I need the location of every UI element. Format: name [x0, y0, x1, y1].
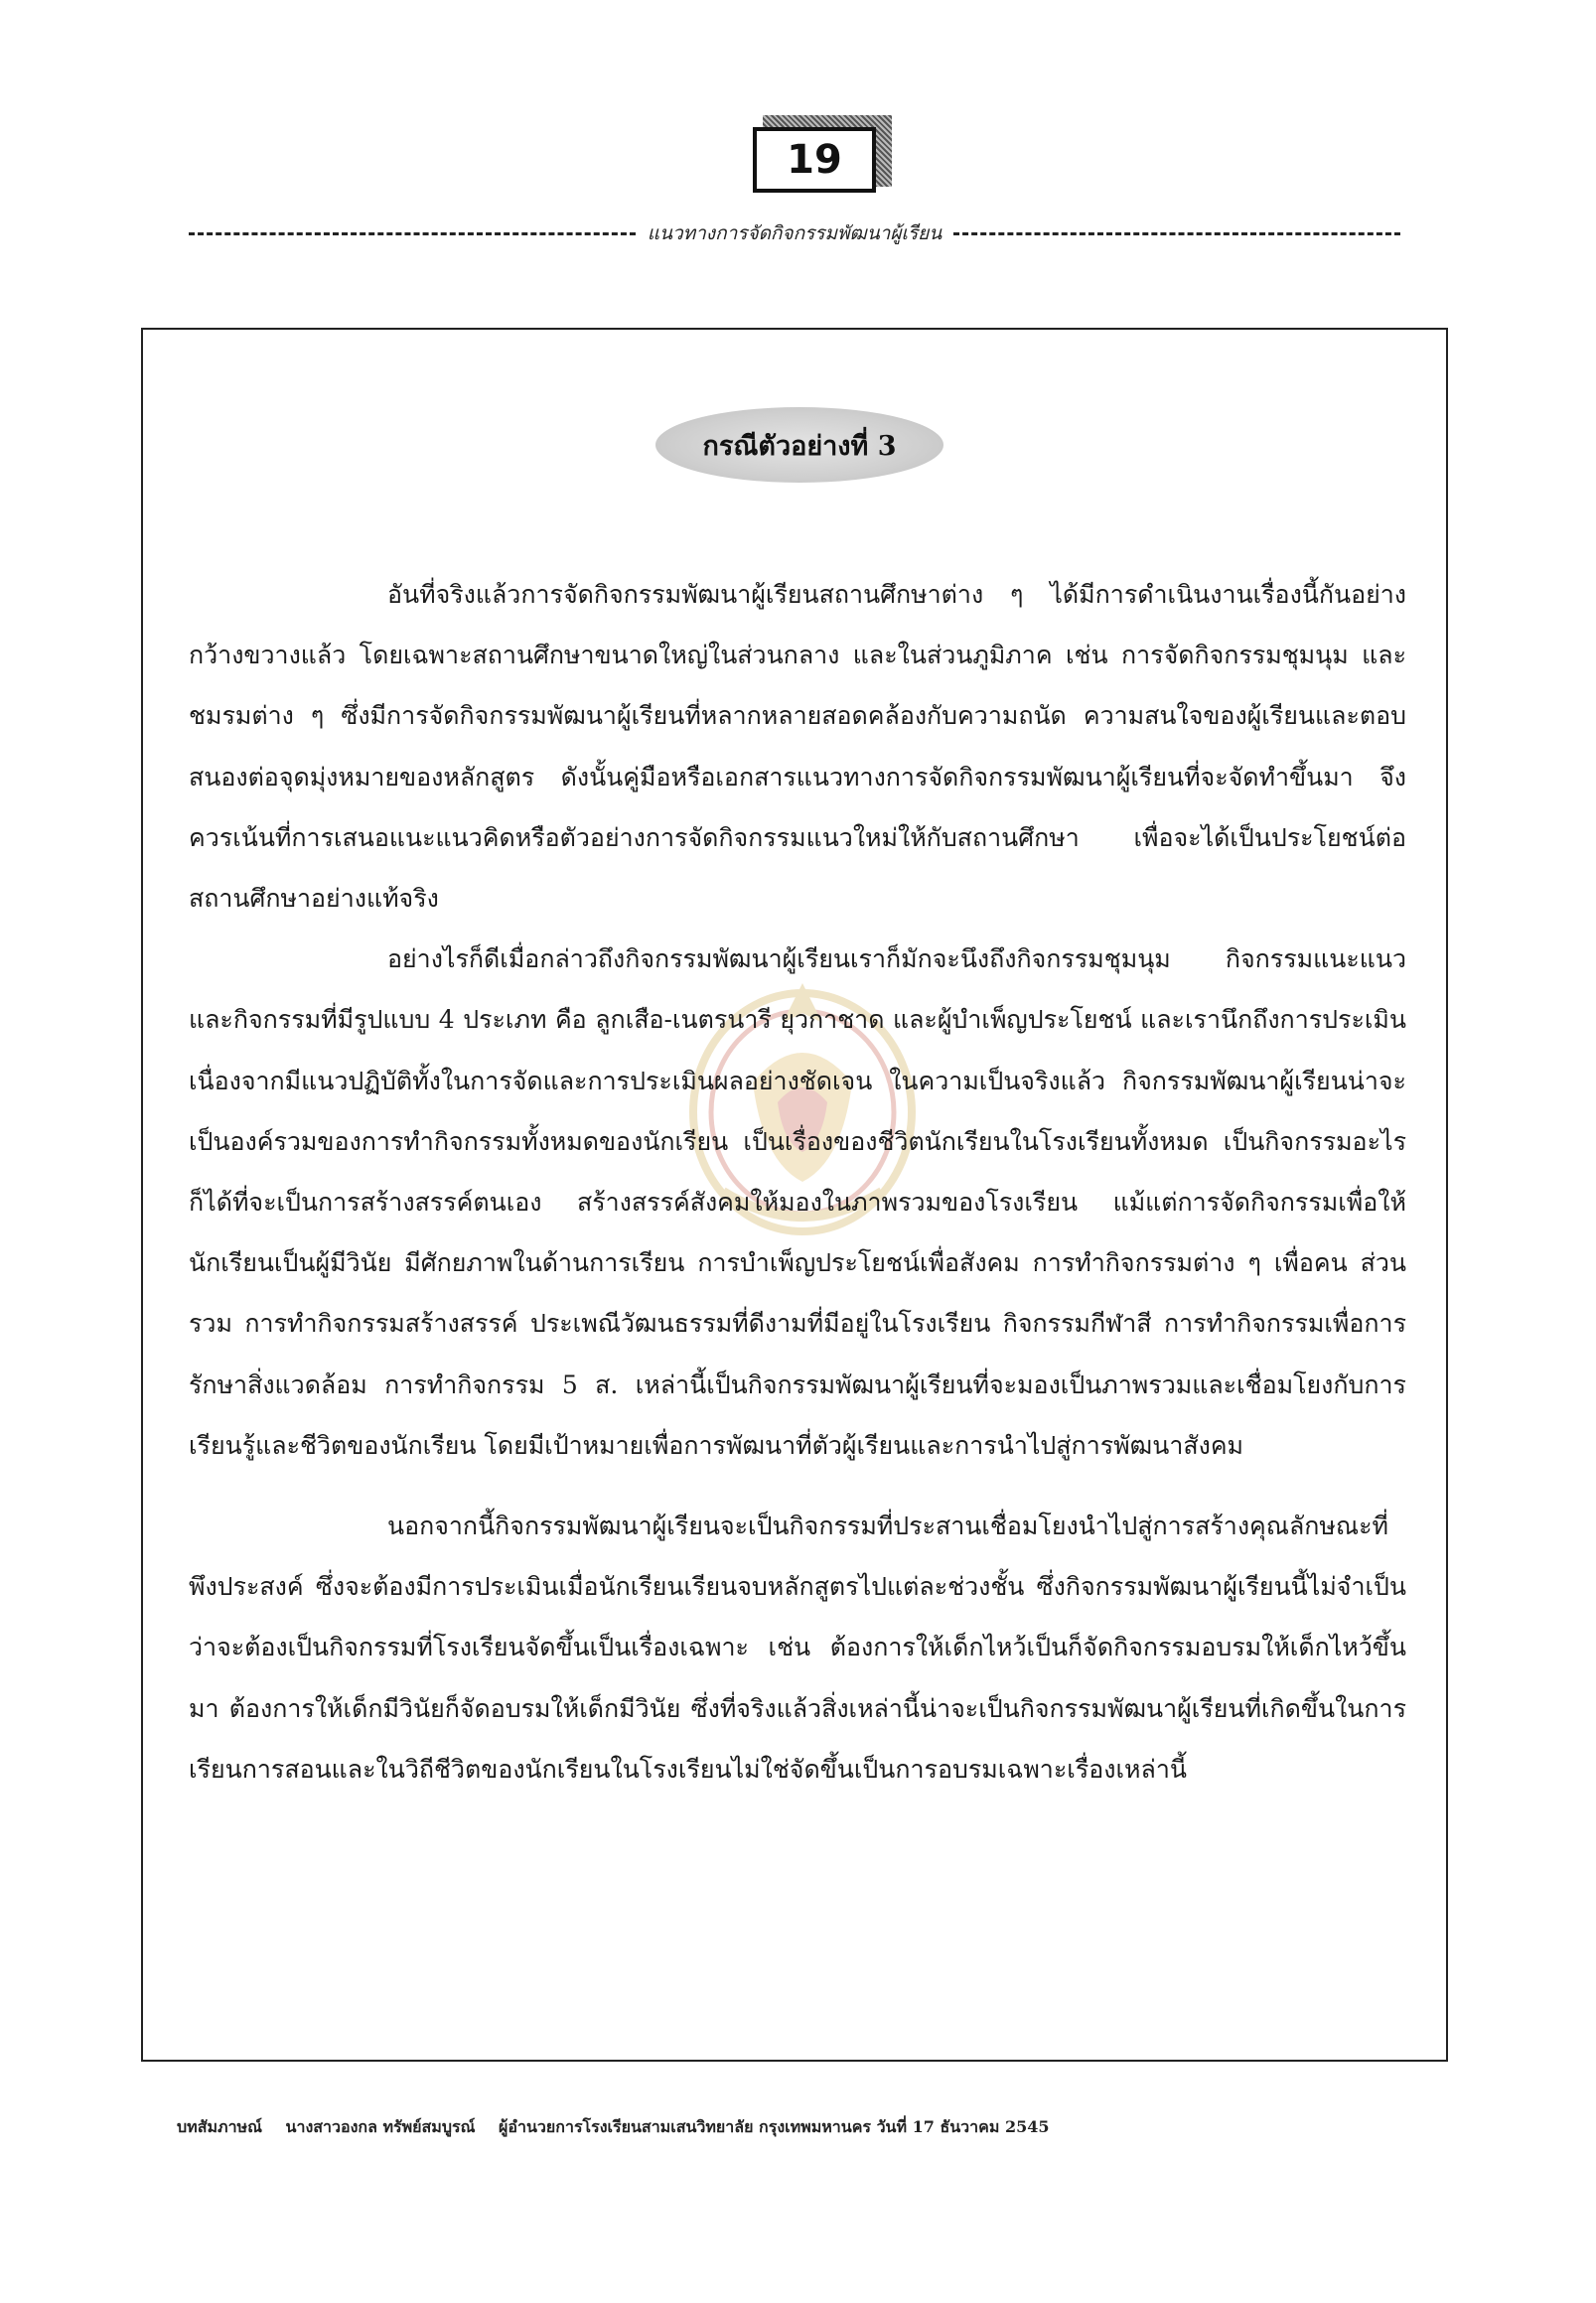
case-title: กรณีตัวอย่างที่ 3 [702, 430, 897, 462]
paragraph-1: อันที่จริงแล้วการจัดกิจกรรมพัฒนาผู้เรียนสถานศึกษาต่าง ๆ ได้มีการดำเนินงานเรื่องนี้กันอย่างกว้างขวางแล้ว โดยเฉพาะสถานศึกษาขนาดใหญ่ในส่วนกลาง และในส่วนภูมิภาค เช่น การจัดกิจกรรมชุมนุม และชมรมต่าง ๆ ซึ่งมีการจัดกิจกรรมพัฒนาผู้เรียนที่หลากหลายสอดคล้องกับความถนัด ความสนใจของผู้เรียนและตอบสนองต่อจุดมุ่งหมายของหลักสูตร ดังนั้นคู่มือหรือเอกสารแนวทางการจัดกิจกรรมพัฒนาผู้เรียนที่จะจัดทำขึ้นมา จึงควรเน้นที่การเสนอแนะแนวคิดหรือตัวอย่างการจัดกิจกรรมแนวใหม่ให้กับสถานศึกษา เพื่อจะได้เป็นประโยชน์ต่อสถานศึกษาอย่างแท้จริง [189, 580, 1406, 914]
footer-interview-label: บทสัมภาษณ์ [177, 2117, 262, 2136]
header-rule-left [189, 232, 636, 235]
body-text [189, 564, 1406, 1799]
footer-position-date: ผู้อำนวยการโรงเรียนสามเสนวิทยาลัย กรุงเทพมหานคร วันที่ 17 ธันวาคม 2545 [499, 2117, 1050, 2136]
header-rule-right [953, 232, 1400, 235]
footer-citation [177, 2115, 1418, 2140]
case-title-oval [655, 407, 943, 483]
running-header-title: แนวทางการจัดกิจกรรมพัฒนาผู้เรียน [647, 222, 943, 244]
footer-interviewee: นางสาวองกล ทรัพย์สมบูรณ์ [285, 2117, 476, 2136]
paragraph-2: อย่างไรก็ดีเมื่อกล่าวถึงกิจกรรมพัฒนาผู้เรียนเราก็มักจะนึงถึงกิจกรรมชุมนุม กิจกรรมแนะแนว และกิจกรรมที่มีรูปแบบ 4 ประเภท คือ ลูกเสือ-เนตรนารี ยุวกาชาด และผู้บำเพ็ญประโยชน์ และเรานึกถึงการประเมิน เนื่องจากมีแนวปฏิบัติทั้งในการจัดและการประเมินผลอย่างชัดเจน ในความเป็นจริงแล้ว กิจกรรมพัฒนาผู้เรียนน่าจะเป็นองค์รวมของการทำกิจกรรมทั้งหมดของนักเรียน เป็นเรื่องของชีวิตนักเรียนในโรงเรียนทั้งหมด เป็นกิจกรรมอะไรก็ได้ที่จะเป็นการสร้างสรรค์ตนเอง สร้างสรรค์สังคมให้มองในภาพรวมของโรงเรียน แม้แต่การจัดกิจกรรมเพื่อให้นักเรียนเป็นผู้มีวินัย มีศักยภาพในด้านการเรียน การบำเพ็ญประโยชน์เพื่อสังคม การทำกิจกรรมต่าง ๆ เพื่อคน ส่วนรวม การทำกิจกรรมสร้างสรรค์ ประเพณีวัฒนธรรมที่ดีงามที่มีอยู่ในโรงเรียน กิจกรรมกีฬาสี การทำกิจกรรมเพื่อการรักษาสิ่งแวดล้อม การทำกิจกรรม 5 ส. เหล่านี้เป็นกิจกรรมพัฒนาผู้เรียนที่จะมองเป็นภาพรวมและเชื่อมโยงกับการเรียนรู้และชีวิตของนักเรียน โดยมีเป้าหมายเพื่อการพัฒนาที่ตัวผู้เรียนและการนำไปสู่การพัฒนาสังคม [189, 944, 1406, 1460]
page-number: 19 [753, 127, 876, 193]
paragraph-3: นอกจากนี้กิจกรรมพัฒนาผู้เรียนจะเป็นกิจกรรมที่ประสานเชื่อมโยงนำไปสู่การสร้างคุณลักษณะที่พึงประสงค์ ซึ่งจะต้องมีการประเมินเมื่อนักเรียนเรียนจบหลักสูตรไปแต่ละช่วงชั้น ซึ่งกิจกรรมพัฒนาผู้เรียนนี้ไม่จำเป็นว่าจะต้องเป็นกิจกรรมที่โรงเรียนจัดขึ้นเป็นเรื่องเฉพาะ เช่น ต้องการให้เด็กไหว้เป็นก็จัดกิจกรรมอบรมให้เด็กไหว้ขึ้นมา ต้องการให้เด็กมีวินัยก็จัดอบรมให้เด็กมีวินัย ซึ่งที่จริงแล้วสิ่งเหล่านี้น่าจะเป็นกิจกรรมพัฒนาผู้เรียนที่เกิดขึ้นในการเรียนการสอนและในวิถีชีวิตของนักเรียนในโรงเรียนไม่ใช่จัดขึ้นเป็นการอบรมเฉพาะเรื่องเหล่านี้ [189, 1511, 1406, 1784]
running-header [189, 218, 1400, 248]
